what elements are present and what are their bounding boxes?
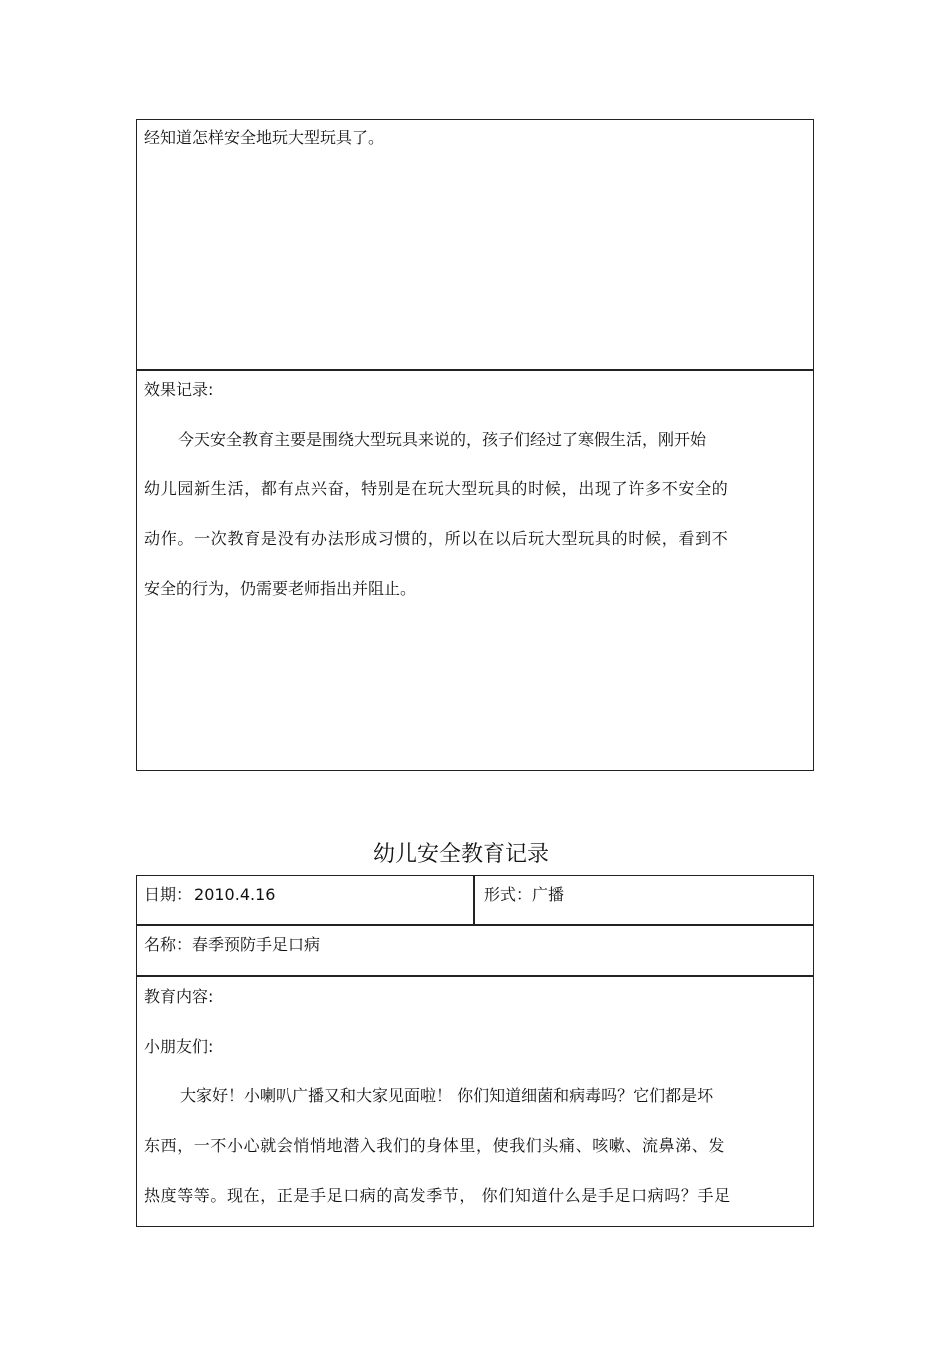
- continuation-text: 经知道怎样安全地玩大型玩具了。: [144, 128, 385, 147]
- effect-line: 安全的行为，仍需要老师指出并阻止。: [144, 579, 417, 598]
- date-label: 日期：: [144, 885, 193, 904]
- record-table-bottom: [136, 875, 814, 1227]
- row-divider: [136, 369, 814, 371]
- row-divider: [136, 924, 814, 926]
- effect-record-label: 效果记录:: [144, 380, 214, 399]
- content-line: 热度等等。现在，正是手足口病的高发季节， 你们知道什么是手足口病吗？手足: [144, 1186, 731, 1205]
- name-label: 名称：: [144, 935, 193, 954]
- column-divider: [473, 875, 475, 925]
- effect-line: 幼儿园新生活，都有点兴奋，特别是在玩大型玩具的时候，出现了许多不安全的: [144, 479, 729, 498]
- effect-line: 动作。一次教育是没有办法形成习惯的，所以在以后玩大型玩具的时候，看到不: [144, 529, 729, 548]
- name-value: 春季预防手足口病: [192, 935, 321, 954]
- effect-line: 今天安全教育主要是围绕大型玩具来说的，孩子们经过了寒假生活，刚开始: [178, 430, 707, 449]
- form-label: 形式：: [484, 885, 533, 904]
- name-field: [144, 935, 320, 955]
- content-label: 教育内容:: [144, 987, 214, 1006]
- row-divider: [136, 975, 814, 977]
- content-line: 东西，一不小心就会悄悄地潜入我们的身体里，使我们头痛、咳嗽、流鼻涕、发: [144, 1136, 726, 1155]
- form-field: [484, 885, 564, 905]
- record-title: 幼儿安全教育记录: [373, 842, 550, 867]
- date-field: [144, 885, 275, 905]
- greeting: 小朋友们:: [144, 1037, 214, 1056]
- date-value: 2010.4.16: [194, 885, 276, 904]
- content-line: 大家好！小喇叭广播又和大家见面啦！ 你们知道细菌和病毒吗？它们都是坏: [180, 1086, 714, 1105]
- form-value: 广播: [532, 885, 565, 904]
